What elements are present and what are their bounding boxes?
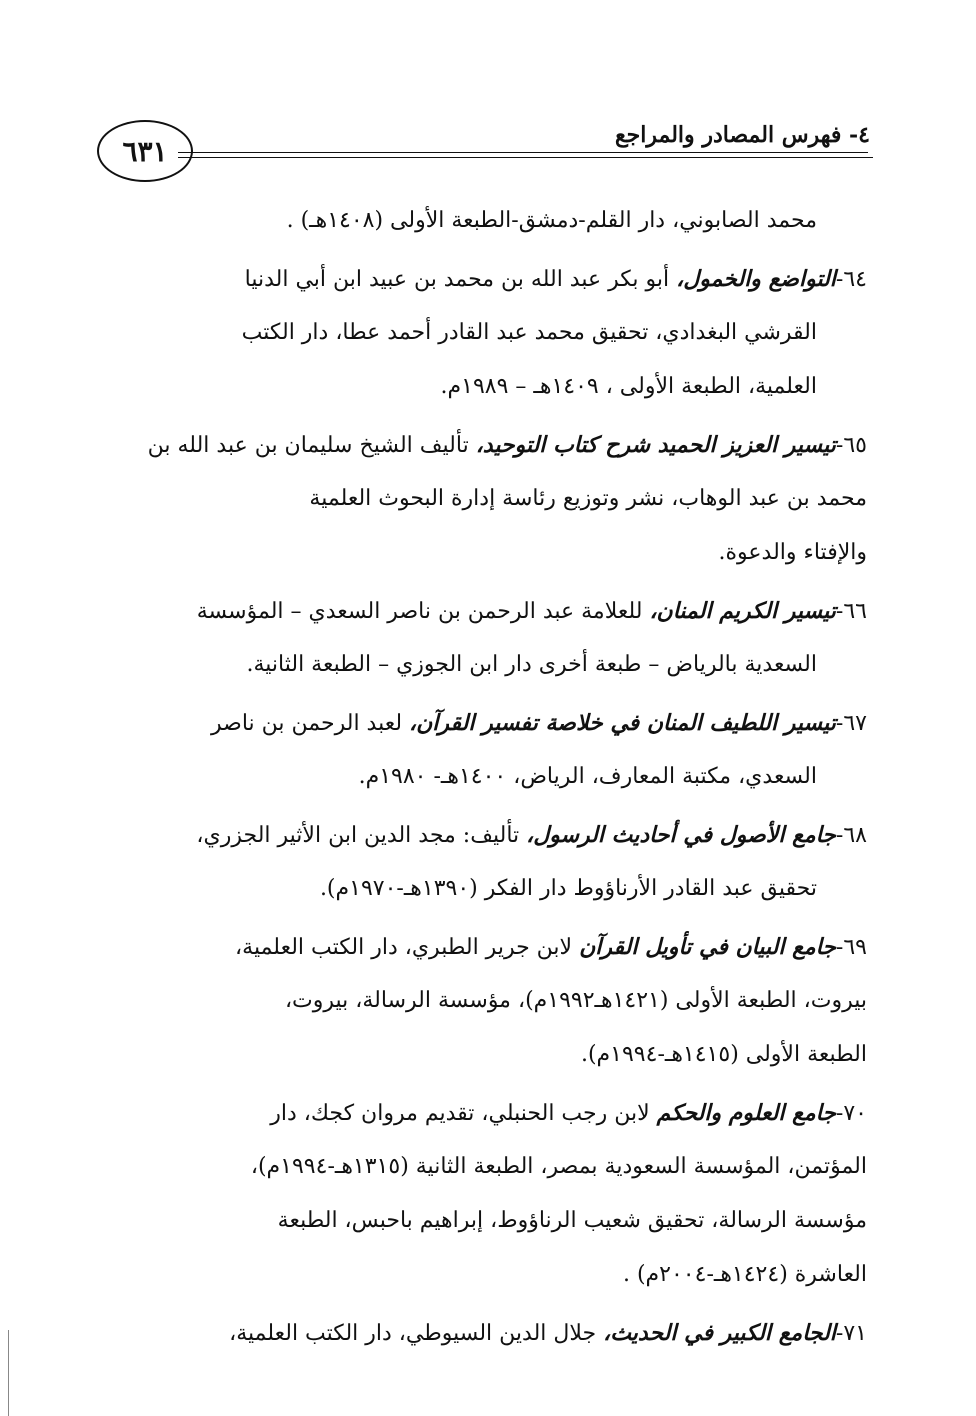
list-item <box>105 1306 867 1360</box>
entry-line: تحقيق عبد القادر الأرناؤوط دار الفكر (١٣٩٠هـ-١٩٧٠م). <box>319 876 817 901</box>
entry-text: تأليف الشيخ سليمان بن عبد الله بن <box>147 433 476 458</box>
entry-title: تيسير اللطيف المنان في خلاصة تفسير القرآن، <box>409 710 836 736</box>
list-item <box>105 584 867 692</box>
entry-title: تيسير العزيز الحميد شرح كتاب التوحيد، <box>475 432 836 458</box>
section-title: ٤- فهرس المصادر والمراجع <box>614 122 870 148</box>
entry-number: ٦٨- <box>835 823 867 848</box>
entry-text: لابن رجب الحنبلي، تقديم مروان كجك، دار <box>270 1101 657 1126</box>
entry-line: السعدية بالرياض – طبعة أخرى دار ابن الجوزي – الطبعة الثانية. <box>246 652 817 677</box>
entry-line: المؤتمن، المؤسسة السعودية بمصر، الطبعة الثانية (١٣١٥هـ-١٩٩٤م)، <box>250 1154 867 1179</box>
entry-number: ٦٦- <box>835 599 867 624</box>
entry-line: العاشرة (١٤٢٤هـ-٢٠٠٤م) . <box>622 1262 867 1287</box>
entry-number: ٦٩- <box>835 935 867 960</box>
header-rule-bottom <box>178 157 873 158</box>
entry-line: بيروت، الطبعة الأولى (١٤٢١هـ١٩٩٢م)، مؤسسة الرسالة، بيروت، <box>284 988 867 1013</box>
entry-title: جامع العلوم والحكم <box>656 1100 836 1126</box>
entry-number: ٧٠- <box>835 1101 867 1126</box>
entry-line: السعدي، مكتبة المعارف، الرياض، ١٤٠٠هـ- ١٩٨٠م. <box>358 764 817 789</box>
list-item <box>105 418 867 580</box>
entry-title: التواضع والخمول، <box>676 266 836 292</box>
header-rule-top <box>178 152 868 153</box>
entry-title: جامع البيان في تأويل القرآن <box>579 934 836 960</box>
list-item <box>105 194 867 248</box>
entry-number: ٧١- <box>835 1321 867 1346</box>
list-item <box>105 920 867 1082</box>
entry-line: الطبعة الأولى (١٤١٥هـ-١٩٩٤م). <box>580 1042 867 1067</box>
entry-title: جامع الأصول في أحاديث الرسول، <box>526 822 836 848</box>
entry-number: ٦٧- <box>835 711 867 736</box>
list-item <box>105 1086 867 1302</box>
entry-line: والإفتاء والدعوة. <box>718 540 867 565</box>
entry-text: أبو بكر عبد الله بن محمد بن عبيد ابن أبي الدنيا <box>244 267 677 292</box>
entry-line: محمد الصابوني، دار القلم-دمشق-الطبعة الأولى (١٤٠٨هـ) . <box>286 208 817 233</box>
entry-text: لابن جرير الطبري، دار الكتب العلمية، <box>235 935 580 960</box>
entry-line: العلمية، الطبعة الأولى ، ١٤٠٩هـ – ١٩٨٩م. <box>440 374 817 399</box>
entry-text: للعلامة عبد الرحمن بن ناصر السعدي – المؤسسة <box>196 599 650 624</box>
entry-line: مؤسسة الرسالة، تحقيق شعيب الرناؤوط، إبراهيم باحبس، الطبعة <box>277 1208 867 1233</box>
entry-text: لعبد الرحمن بن ناصر <box>211 711 410 736</box>
bibliography-list <box>105 194 867 1360</box>
list-item <box>105 696 867 804</box>
entry-text: تأليف: مجد الدين ابن الأثير الجزري، <box>196 823 527 848</box>
entry-number: ٦٤- <box>835 267 867 292</box>
list-item <box>105 808 867 916</box>
entry-number: ٦٥- <box>835 433 867 458</box>
page-header <box>0 0 976 200</box>
scan-edge-line <box>8 1330 9 1416</box>
entry-title: الجامع الكبير في الحديث، <box>603 1320 836 1346</box>
entry-line: محمد بن عبد الوهاب، نشر وتوزيع رئاسة إدارة البحوث العلمية <box>309 486 867 511</box>
page-number: ٦٣١ <box>122 134 168 168</box>
page-number-oval <box>97 120 193 182</box>
entry-text: جلال الدين السيوطي، دار الكتب العلمية، <box>229 1321 604 1346</box>
entry-line: القرشي البغدادي، تحقيق محمد عبد القادر أحمد عطا، دار الكتب <box>241 320 817 345</box>
entry-title: تيسير الكريم المنان، <box>649 598 836 624</box>
list-item <box>105 252 867 414</box>
